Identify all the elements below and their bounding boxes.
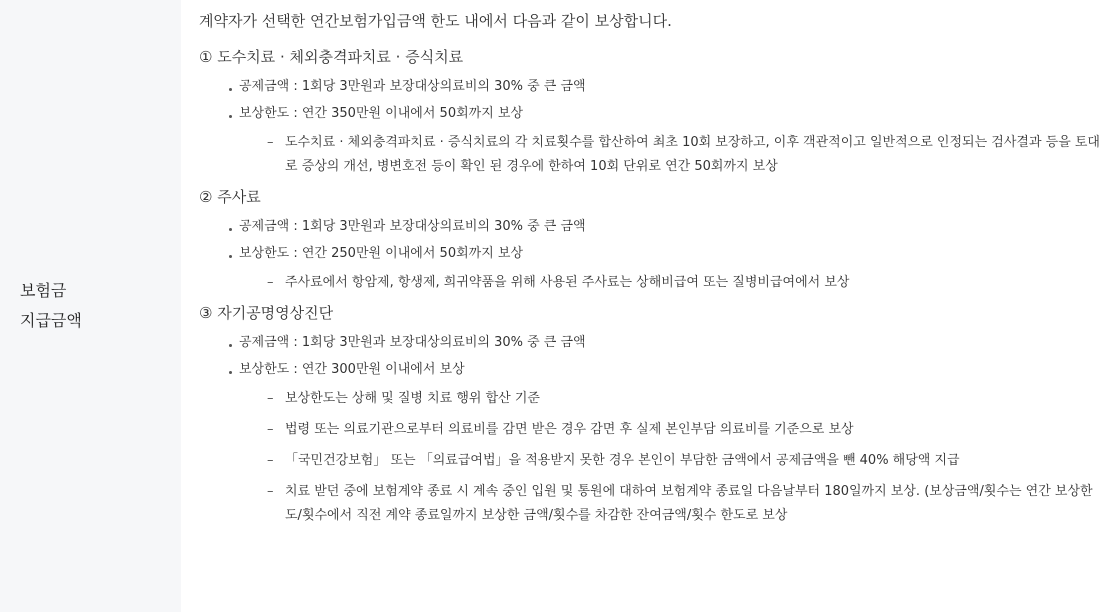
intro-text: 계약자가 선택한 연간보험가입금액 한도 내에서 다음과 같이 보상합니다.	[199, 12, 672, 30]
row-header-line1: 보험금	[20, 281, 67, 300]
row-header-title	[20, 276, 82, 336]
bullet-limit: 보상한도 : 연간 350만원 이내에서 50회까지 보상	[229, 104, 1100, 123]
bullet-limit: 보상한도 : 연간 300만원 이내에서 보상	[229, 360, 1100, 379]
row-content-cell	[181, 0, 1100, 612]
section-title: ③ 자기공명영상진단	[199, 304, 334, 322]
section-title: ① 도수치료 · 체외충격파치료 · 증식치료	[199, 48, 464, 66]
dash-note: – 보상한도는 상해 및 질병 치료 행위 합산 기준	[267, 387, 1100, 411]
dash-note: – 주사료에서 항암제, 항생제, 희귀약품을 위해 사용된 주사료는 상해비급여 또는 질병비급여에서 보상	[267, 271, 1100, 295]
section-title: ② 주사료	[199, 188, 261, 206]
bullet-limit: 보상한도 : 연간 250만원 이내에서 50회까지 보상	[229, 244, 1100, 263]
dash-note: – 치료 받던 중에 보험계약 종료 시 계속 중인 입원 및 통원에 대하여 보험계약 종료일 다음날부터 180일까지 보상. (보상금액/횟수는 연간 보상한도/횟수에서 직전 계약 종료일까지 보상한 금액/횟수를 차감한 잔여금액/횟수 한도로 보상	[267, 480, 1100, 528]
dash-note: – 도수치료 · 체외충격파치료 · 증식치료의 각 치료횟수를 합산하여 최초 10회 보장하고, 이후 객관적이고 일반적으로 인정되는 검사결과 등을 토대로 증상의 개선, 병변호전 등이 확인 된 경우에 한하여 10회 단위로 연간 50회까지 보상	[267, 131, 1100, 179]
bullet-deductible: 공제금액 : 1회당 3만원과 보장대상의료비의 30% 중 큰 금액	[229, 333, 1100, 352]
dash-note: – 법령 또는 의료기관으로부터 의료비를 감면 받은 경우 감면 후 실제 본인부담 의료비를 기준으로 보상	[267, 418, 1100, 442]
row-header-line2: 지급금액	[20, 311, 82, 330]
section-manual-therapy	[199, 46, 1100, 179]
section-mri	[199, 302, 1100, 528]
bullet-deductible: 공제금액 : 1회당 3만원과 보장대상의료비의 30% 중 큰 금액	[229, 77, 1100, 96]
section-injection	[199, 186, 1100, 295]
row-header-cell	[0, 0, 181, 612]
bullet-deductible: 공제금액 : 1회당 3만원과 보장대상의료비의 30% 중 큰 금액	[229, 217, 1100, 236]
dash-note: – 「국민건강보험」 또는 「의료급여법」을 적용받지 못한 경우 본인이 부담한 금액에서 공제금액을 뺀 40% 해당액 지급	[267, 449, 1100, 473]
